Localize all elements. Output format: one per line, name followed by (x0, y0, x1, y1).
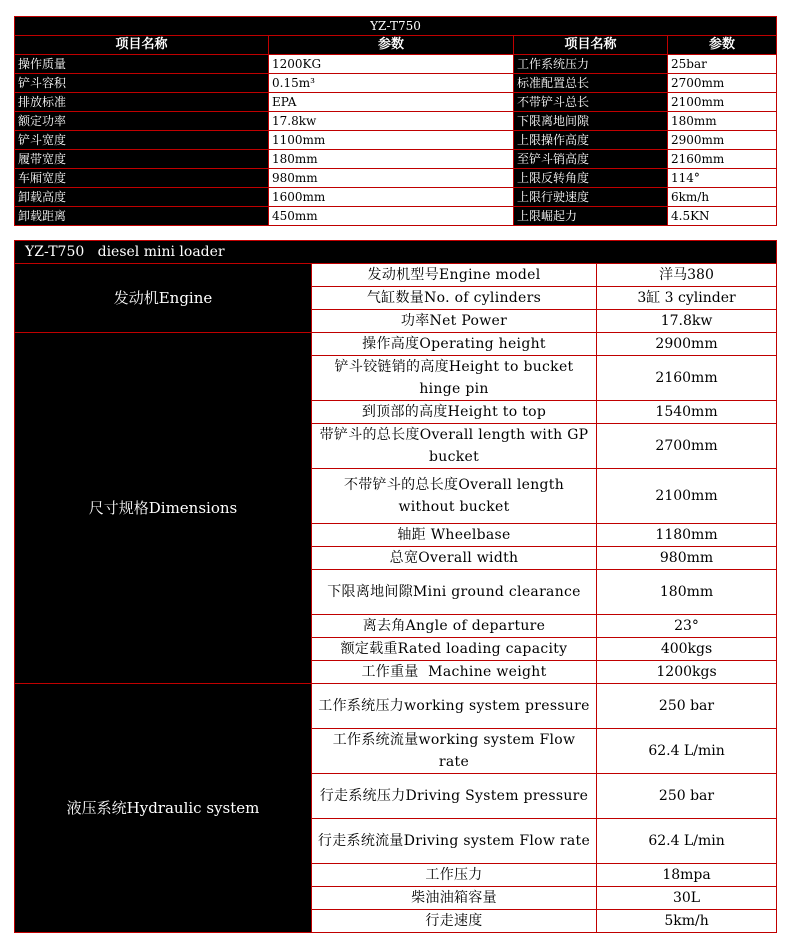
spec-value: 1540mm (597, 401, 777, 424)
spec-value: 2700mm (597, 424, 777, 469)
spec-label: 轴距 Wheelbase (312, 524, 597, 547)
table-row (15, 684, 777, 729)
spec-detail-table (14, 240, 777, 933)
spec-label: 柴油油箱容量 (312, 887, 597, 910)
spec-value: 6km/h (668, 188, 777, 207)
spec-value: 2100mm (668, 93, 777, 112)
spec-summary-table (14, 16, 777, 226)
spec-value: 1200kgs (597, 661, 777, 684)
spec-value: 17.8kw (269, 112, 514, 131)
spec-name: 操作质量 (15, 55, 269, 74)
spec-name: 标准配置总长 (514, 74, 668, 93)
spec-value: 62.4 L/min (597, 729, 777, 774)
spec-label: 到顶部的高度Height to top (312, 401, 597, 424)
table-row (15, 188, 777, 207)
summary-header-row (15, 36, 777, 55)
spec-label: 行走速度 (312, 910, 597, 933)
spec-value: 1200KG (269, 55, 514, 74)
spec-value: 400kgs (597, 638, 777, 661)
spec-name: 上限崛起力 (514, 207, 668, 226)
spec-value: 30L (597, 887, 777, 910)
column-header-item-name: 项目名称 (514, 36, 668, 55)
spec-value: 洋马380 (597, 264, 777, 287)
spec-value: 2900mm (597, 333, 777, 356)
spec-value: EPA (269, 93, 514, 112)
spec-value: 3缸 3 cylinder (597, 287, 777, 310)
table-row (15, 333, 777, 356)
spec-name: 额定功率 (15, 112, 269, 131)
spec-label: 工作重量 Machine weight (312, 661, 597, 684)
spec-label: 功率Net Power (312, 310, 597, 333)
table-row (15, 74, 777, 93)
spec-value: 980mm (269, 169, 514, 188)
spec-value: 2900mm (668, 131, 777, 150)
spec-value: 1600mm (269, 188, 514, 207)
spec-value: 17.8kw (597, 310, 777, 333)
spec-name: 不带铲斗总长 (514, 93, 668, 112)
spec-label: 额定载重Rated loading capacity (312, 638, 597, 661)
spec-value: 1100mm (269, 131, 514, 150)
spec-value: 250 bar (597, 684, 777, 729)
table-row (15, 131, 777, 150)
spec-name: 排放标准 (15, 93, 269, 112)
table-row (15, 207, 777, 226)
column-header-item-name: 项目名称 (15, 36, 269, 55)
spec-label: 带铲斗的总长度Overall length with GP bucket (312, 424, 597, 469)
spec-label: 不带铲斗的总长度Overall length without bucket (312, 469, 597, 524)
spec-name: 下限离地间隙 (514, 112, 668, 131)
spec-name: 车厢宽度 (15, 169, 269, 188)
spec-label: 发动机型号Engine model (312, 264, 597, 287)
table-row (15, 264, 777, 287)
spec-name: 上限行驶速度 (514, 188, 668, 207)
spec-label: 总宽Overall width (312, 547, 597, 570)
spec-value: 0.15m³ (269, 74, 514, 93)
spec-label: 离去角Angle of departure (312, 615, 597, 638)
spec-label: 工作系统压力working system pressure (312, 684, 597, 729)
spec-label: 下限离地间隙Mini ground clearance (312, 570, 597, 615)
spec-name: 卸载距离 (15, 207, 269, 226)
spec-value: 2160mm (597, 356, 777, 401)
table-row (15, 150, 777, 169)
spec-name: 履带宽度 (15, 150, 269, 169)
spec-value: 2700mm (668, 74, 777, 93)
spec-value: 450mm (269, 207, 514, 226)
spec-value: 250 bar (597, 774, 777, 819)
spec-label: 操作高度Operating height (312, 333, 597, 356)
detail-title-row (15, 241, 777, 264)
spec-value: 114° (668, 169, 777, 188)
spec-value: 62.4 L/min (597, 819, 777, 864)
spec-value: 980mm (597, 547, 777, 570)
group-dimensions: 尺寸规格Dimensions (15, 333, 312, 684)
spec-label: 行走系统流量Driving system Flow rate (312, 819, 597, 864)
spec-name: 铲斗宽度 (15, 131, 269, 150)
spec-label: 铲斗铰链销的高度Height to bucket hinge pin (312, 356, 597, 401)
table-row (15, 112, 777, 131)
spec-value: 180mm (597, 570, 777, 615)
spec-name: 工作系统压力 (514, 55, 668, 74)
spec-name: 卸载高度 (15, 188, 269, 207)
spec-value: 25bar (668, 55, 777, 74)
group-hydraulic: 液压系统Hydraulic system (15, 684, 312, 933)
spec-value: 2160mm (668, 150, 777, 169)
spec-value: 5km/h (597, 910, 777, 933)
detail-title: YZ-T750 diesel mini loader (15, 241, 777, 264)
spec-label: 工作压力 (312, 864, 597, 887)
spec-label: 行走系统压力Driving System pressure (312, 774, 597, 819)
spec-value: 180mm (668, 112, 777, 131)
spec-name: 铲斗容积 (15, 74, 269, 93)
summary-title-row (15, 17, 777, 36)
spec-name: 上限反转角度 (514, 169, 668, 188)
spec-label: 工作系统流量working system Flow rate (312, 729, 597, 774)
group-engine: 发动机Engine (15, 264, 312, 333)
table-row (15, 93, 777, 112)
spec-name: 上限操作高度 (514, 131, 668, 150)
summary-title: YZ-T750 (15, 17, 777, 36)
spec-value: 18mpa (597, 864, 777, 887)
spec-value: 180mm (269, 150, 514, 169)
table-row (15, 55, 777, 74)
spec-value: 23° (597, 615, 777, 638)
table-row (15, 169, 777, 188)
spec-value: 1180mm (597, 524, 777, 547)
spec-value: 2100mm (597, 469, 777, 524)
spec-name: 至铲斗销高度 (514, 150, 668, 169)
column-header-param: 参数 (269, 36, 514, 55)
spec-value: 4.5KN (668, 207, 777, 226)
spec-label: 气缸数量No. of cylinders (312, 287, 597, 310)
column-header-param: 参数 (668, 36, 777, 55)
